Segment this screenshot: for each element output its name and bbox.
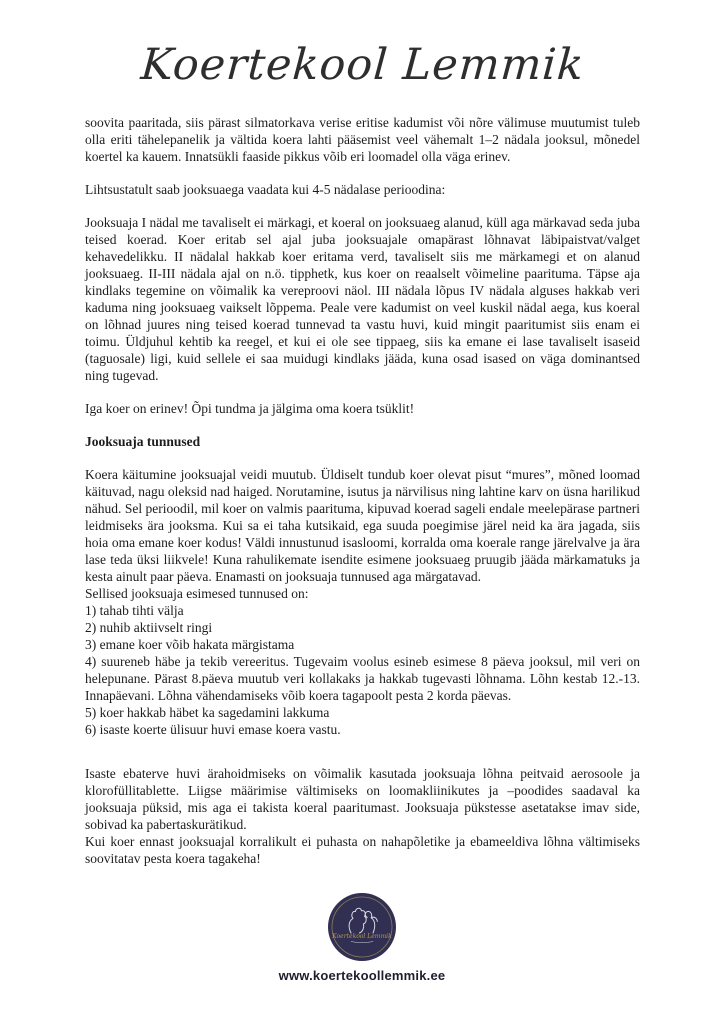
paragraph-hygiene: Kui koer ennast jooksuajal korralikult ei puhasta on nahapõletike ja ebameeldiva lõhna vältimiseks soovitatav pesta koera tagakeha! [85, 834, 640, 866]
list-item: 4) suureneb häbe ja tekib vereeritus. Tugevaim voolus esineb esimese 8 päeva jooksul, mil veri on helepunane. Pärast 8.päeva muutub veri kollakaks ja hakkab tugevasti lõhnama. Lõhn kestab 12.-13. Innapäevani. Lõhna vähendamiseks võib koera tagapoolt pesta 2 korda päevas. [85, 654, 640, 703]
paragraph-every-dog: Iga koer on erinev! Õpi tundma ja jälgima oma koera tsüklit! [85, 401, 415, 416]
svg-text:Koertekool Lemmik: Koertekool Lemmik [332, 933, 392, 940]
footer [0, 892, 724, 983]
list-item: 2) nuhib aktiivselt ringi [85, 620, 213, 635]
section-heading-jooksuaja-tunnused: Jooksuaja tunnused [85, 434, 201, 449]
logo-wordmark: Koertekool Lemmik [139, 40, 586, 90]
website-url: www.koertekoollemmik.ee [278, 968, 446, 983]
list-item: 5) koer hakkab häbet ka sagedamini lakkuma [85, 705, 330, 720]
paragraph-prevention: Isaste ebaterve huvi ärahoidmiseks on võimalik kasutada jooksuaja lõhna peitvaid aerosoole ja klorofüllitablette. Liigse määrimise vältimiseks on loomakliinikutes ja –poodides saadaval ka jooksuaja püksid, mis aga ei takista koeral paaritumast. Jooksuaja pükstesse asetatakse imav side, sobivad ka pabertaskurätikud. [85, 766, 640, 832]
document-body [85, 114, 640, 867]
header [85, 30, 640, 104]
list-item: 1) tahab tihti välja [85, 603, 184, 618]
dog-school-logo-icon [327, 892, 397, 962]
list-item: 3) emane koer võib hakata märgistama [85, 637, 295, 652]
signs-list [85, 602, 640, 738]
paragraph-behaviour: Koera käitumine jooksuajal veidi muutub. Üldiselt tundub koer olevat pisut “mures”, mõned loomad käituvad, nagu oleksid nad haiged. Norutamine, isutus ja närvilisus ning lahtine karv on üsna harilikud nähud. Sel perioodil, mil koer on valmis paarituma, kipuvad koerad sageli endale meelepärase partneri leidmiseks ära jooksma. Kui sa ei taha kutsikaid, ega suuda poegimise järel neid ka ära jagada, siis hoia oma emane koer kodus! Väldi innustunud isasloomi, korralda oma koerale range järelvalve ja ära lase teda üksi liikvele! Kuna rahulikemate isendite esimene jooksuaeg pruugib jääda märkamatuks ja kesta ainult paar päeva. Enamasti on jooksuaja tunnused aga märgatavad. [85, 467, 640, 584]
paragraph-intro: soovita paaritada, siis pärast silmatorkava verise eritise kadumist või nõre välimuse muutumist tuleb olla eriti tähelepanelik ja vältida koera lahti pääsemist veel vähemalt 1–2 nädala jooksul, mõnedel koertel ka kauem. Innatsükli faaside pikkus võib eri loomadel olla väga erinev. [85, 115, 640, 164]
list-item: 6) isaste koerte ülisuur huvi emase koera vastu. [85, 722, 341, 737]
paragraph-period-lead: Lihtsustatult saab jooksuaega vaadata kui 4-5 nädalase perioodina: [85, 182, 446, 197]
footer-logo [327, 892, 397, 962]
paragraph-signs-lead: Sellised jooksuaja esimesed tunnused on: [85, 586, 309, 601]
paragraph-cycle-weeks: Jooksuaja I nädal me tavaliselt ei märkagi, et koeral on jooksuaeg alanud, küll aga märkavad seda juba teised koerad. Koer eritab sel ajal juba jooksuajale omapärast lõhnavat läbipaistvat/valget kehavedelikku. II nädalal hakkab koer eritama verd, tavaliselt siis me märkamegi et on alanud jooksuaeg. II-III nädala ajal on n.ö. tipphetk, kus koer on reaalselt võimeline paarituma. Täpse aja kindlaks tegemine on võimalik ka vereproovi näol. III nädala lõpus IV nädala alguses hakkab veri kaduma ning jooksuaeg vaikselt lõppema. Peale vere kadumist on veel kuskil nädal aega, kus koeral on lõhnad juures ning teised koerad tunnevad ta vastu huvi, kuid mingit paaritumist siis enam ei toimu. Üldjuhul kehtib ka reegel, et kui ei ole see tippaeg, siis ka emane ei lase tavaliselt isaseid (taguosale) ligi, kuid sellele ei saa muidugi kindlaks jääda, kuna osad isased on väga dominantsed ning tugevad. [85, 215, 640, 383]
